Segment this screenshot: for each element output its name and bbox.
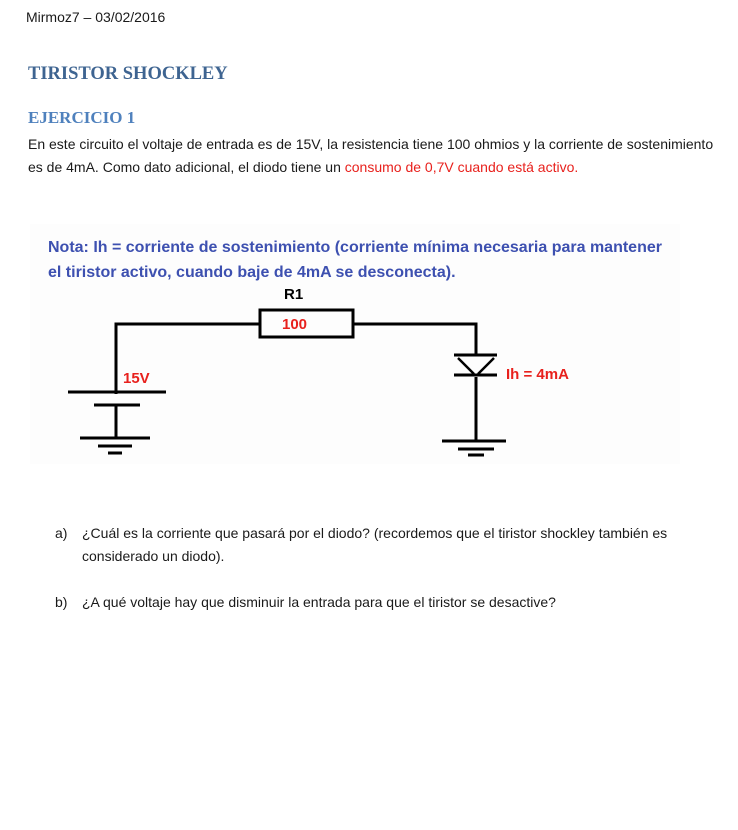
document-header: Mirmoz7 – 03/02/2016 <box>26 9 166 25</box>
wire-right <box>353 324 476 354</box>
exercise-statement <box>28 133 718 179</box>
circuit-figure <box>30 224 680 464</box>
statement-highlight: consumo de 0,7V cuando está activo. <box>344 159 579 175</box>
question-text: ¿A qué voltaje hay que disminuir la entrada para que el tiristor se desactive? <box>82 594 556 610</box>
holding-current-note: Nota: Ih = corriente de sostenimiento (corriente mínima necesaria para mantener el tiristor activo, cuando baje de 4mA se desconecta). <box>48 239 662 281</box>
question-marker: b) <box>55 594 68 610</box>
question-marker: a) <box>55 525 68 541</box>
question-item <box>55 522 715 568</box>
left-ground-symbol <box>80 438 150 453</box>
source-voltage-label: 15V <box>123 370 150 387</box>
exercise-heading: EJERCICIO 1 <box>28 108 136 127</box>
resistor-name-label: R1 <box>284 286 304 303</box>
question-text: ¿Cuál es la corriente que pasará por el diodo? (recordemos que el tiristor shockley también es considerado un diodo). <box>82 525 668 564</box>
circuit-diagram <box>30 224 680 464</box>
holding-current-label: Ih = 4mA <box>506 366 569 383</box>
document-title: TIRISTOR SHOCKLEY <box>28 64 228 84</box>
question-list <box>55 522 715 637</box>
statement-text: En este circuito el voltaje de entrada es de 15V, la resistencia tiene 100 ohmios y la corriente de sostenimiento es de 4mA. Como dato adicional, el diodo tiene un <box>28 136 714 175</box>
right-ground-symbol <box>442 441 506 455</box>
shockley-diode-symbol <box>454 355 497 375</box>
question-item <box>55 591 715 614</box>
resistor-value-label: 100 <box>282 316 308 333</box>
